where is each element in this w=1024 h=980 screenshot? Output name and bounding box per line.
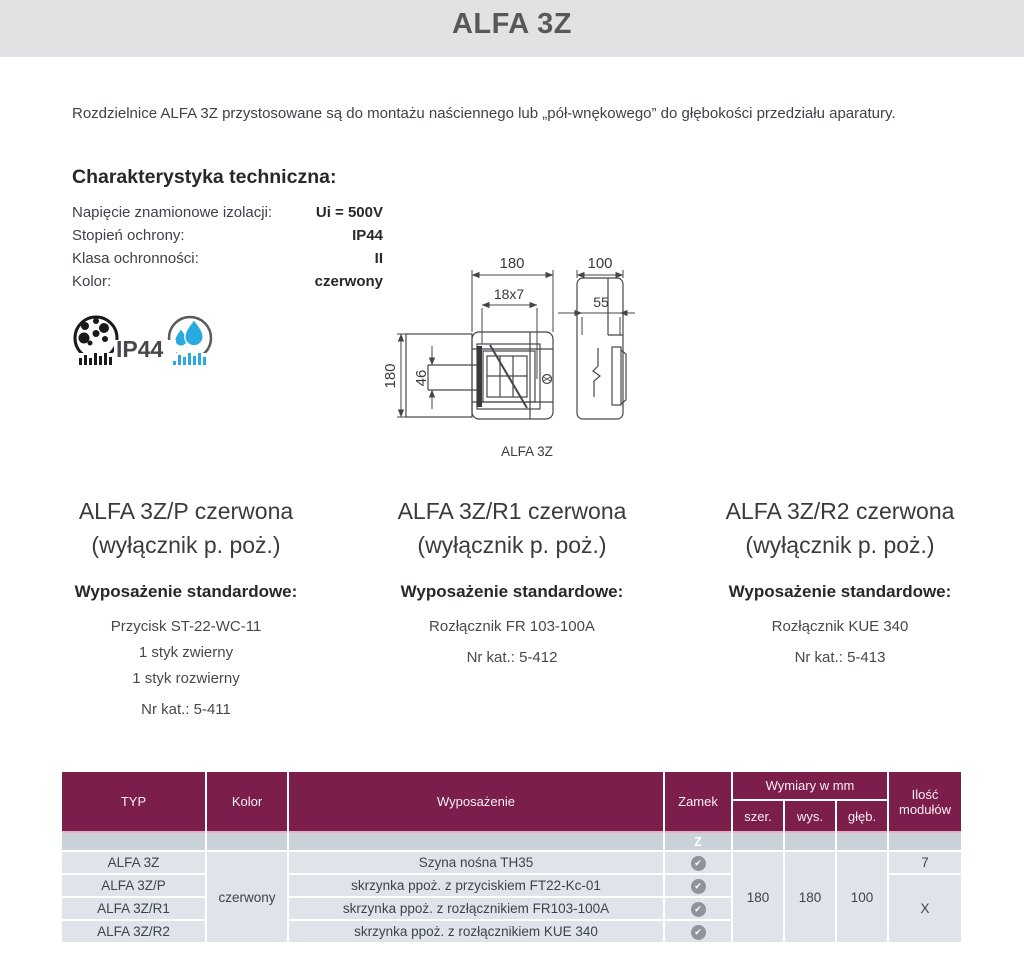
check-icon: ✔ xyxy=(691,925,706,940)
spec-row xyxy=(72,227,383,250)
tech-heading: Charakterystyka techniczna: xyxy=(72,166,337,188)
spec-value: IP44 xyxy=(352,227,383,244)
ip44-protection-icon xyxy=(72,311,217,375)
equipment-item: Rozłącznik KUE 340 xyxy=(771,618,909,635)
dim-width-label: 180 xyxy=(499,255,525,272)
equipment-item: Rozłącznik FR 103-100A xyxy=(429,618,595,635)
equipment-heading: Wyposażenie standardowe: xyxy=(400,582,624,601)
col-header-wyposazenie: Wyposażenie xyxy=(289,772,663,831)
drawing-caption: ALFA 3Z xyxy=(501,444,553,459)
spec-value: czerwony xyxy=(314,273,383,290)
spec-row xyxy=(72,250,383,273)
cell-wyposazenie: Szyna nośna TH35 xyxy=(289,852,663,873)
col-header-typ: TYP xyxy=(62,772,205,831)
equipment-item: Przycisk ST-22-WC-11 xyxy=(110,618,262,635)
catalog-number: Nr kat.: 5-413 xyxy=(794,649,886,666)
product-alfa-3z-r1 xyxy=(352,494,672,666)
cell-wyposazenie: skrzynka ppoż. z rozłącznikiem KUE 340 xyxy=(289,921,663,942)
spec-row xyxy=(72,204,383,227)
spec-label: Napięcie znamionowe izolacji: xyxy=(72,204,273,221)
dim-height-label: 180 xyxy=(382,363,399,389)
product-subtitle: (wyłącznik p. poż.) xyxy=(417,532,607,558)
check-icon: ✔ xyxy=(691,902,706,917)
product-alfa-3z-p xyxy=(26,494,346,718)
col-header-kolor: Kolor xyxy=(207,772,287,831)
col-header-zamek: Zamek xyxy=(665,772,731,831)
cell-typ: ALFA 3Z/R2 xyxy=(62,921,205,942)
spec-value: II xyxy=(374,250,383,267)
equipment-heading: Wyposażenie standardowe: xyxy=(728,582,952,601)
zamek-subheader: Z xyxy=(665,833,731,850)
cell-ilosc: 7 xyxy=(889,852,961,873)
col-header-wys: wys. xyxy=(785,801,835,831)
cell-szer: 180 xyxy=(733,852,783,942)
dim-depth-label: 55 xyxy=(593,294,609,310)
equipment-list xyxy=(26,614,346,692)
product-title: ALFA 3Z/R1 czerwona xyxy=(397,498,627,524)
col-header-gleb: głęb. xyxy=(837,801,887,831)
dim-window-label: 18x7 xyxy=(493,286,525,302)
catalog-number: Nr kat.: 5-412 xyxy=(466,649,558,666)
check-icon: ✔ xyxy=(691,879,706,894)
dim-depth-total-label: 100 xyxy=(587,255,613,272)
equipment-item: 1 styk zwierny xyxy=(138,644,234,661)
cell-typ: ALFA 3Z/R1 xyxy=(62,898,205,919)
zamek-subheader-row xyxy=(62,833,961,850)
spec-value: Ui = 500V xyxy=(315,204,383,221)
cell-typ: ALFA 3Z/P xyxy=(62,875,205,896)
spec-label: Stopień ochrony: xyxy=(72,227,185,244)
window-frame-edge xyxy=(477,346,482,407)
cell-kolor: czerwony xyxy=(207,852,287,942)
ip-rating-label: IP44 xyxy=(116,336,164,362)
equipment-heading: Wyposażenie standardowe: xyxy=(74,582,298,601)
col-header-ilosc-modulow: Ilość modułów xyxy=(889,772,961,831)
technical-drawing xyxy=(381,250,663,465)
catalog-number: Nr kat.: 5-411 xyxy=(141,701,231,718)
cell-ilosc: X xyxy=(889,875,961,942)
col-header-szer: szer. xyxy=(733,801,783,831)
page-title: ALFA 3Z xyxy=(451,8,573,40)
equipment-list xyxy=(680,614,1000,640)
cell-typ: ALFA 3Z xyxy=(62,852,205,873)
cell-wyposazenie: skrzynka ppoż. z przyciskiem FT22-Kc-01 xyxy=(289,875,663,896)
table-row xyxy=(62,852,961,873)
intro-text: Rozdzielnice ALFA 3Z przystosowane są do montażu naściennego lub „pół-wnękowego” do głębokości przedziału aparatury. xyxy=(72,105,896,122)
product-subtitle: (wyłącznik p. poż.) xyxy=(91,532,281,558)
spec-row xyxy=(72,273,383,296)
dust-protection-icon xyxy=(73,317,119,374)
product-subtitle: (wyłącznik p. poż.) xyxy=(745,532,935,558)
product-title: ALFA 3Z/P czerwona xyxy=(78,498,294,524)
equipment-list xyxy=(352,614,672,640)
cell-wyposazenie: skrzynka ppoż. z rozłącznikiem FR103-100A xyxy=(289,898,663,919)
cell-wys: 180 xyxy=(785,852,835,942)
dim-inner-label: 46 xyxy=(413,369,430,387)
cell-gleb: 100 xyxy=(837,852,887,942)
spec-list xyxy=(72,204,383,296)
col-header-wymiary: Wymiary w mm xyxy=(733,772,887,799)
check-icon: ✔ xyxy=(691,856,706,871)
specification-table xyxy=(60,770,963,944)
equipment-item: 1 styk rozwierny xyxy=(132,670,240,687)
page-header xyxy=(0,0,1024,57)
spec-label: Klasa ochronności: xyxy=(72,250,199,267)
product-title: ALFA 3Z/R2 czerwona xyxy=(725,498,955,524)
spec-label: Kolor: xyxy=(72,273,112,290)
product-alfa-3z-r2 xyxy=(680,494,1000,666)
